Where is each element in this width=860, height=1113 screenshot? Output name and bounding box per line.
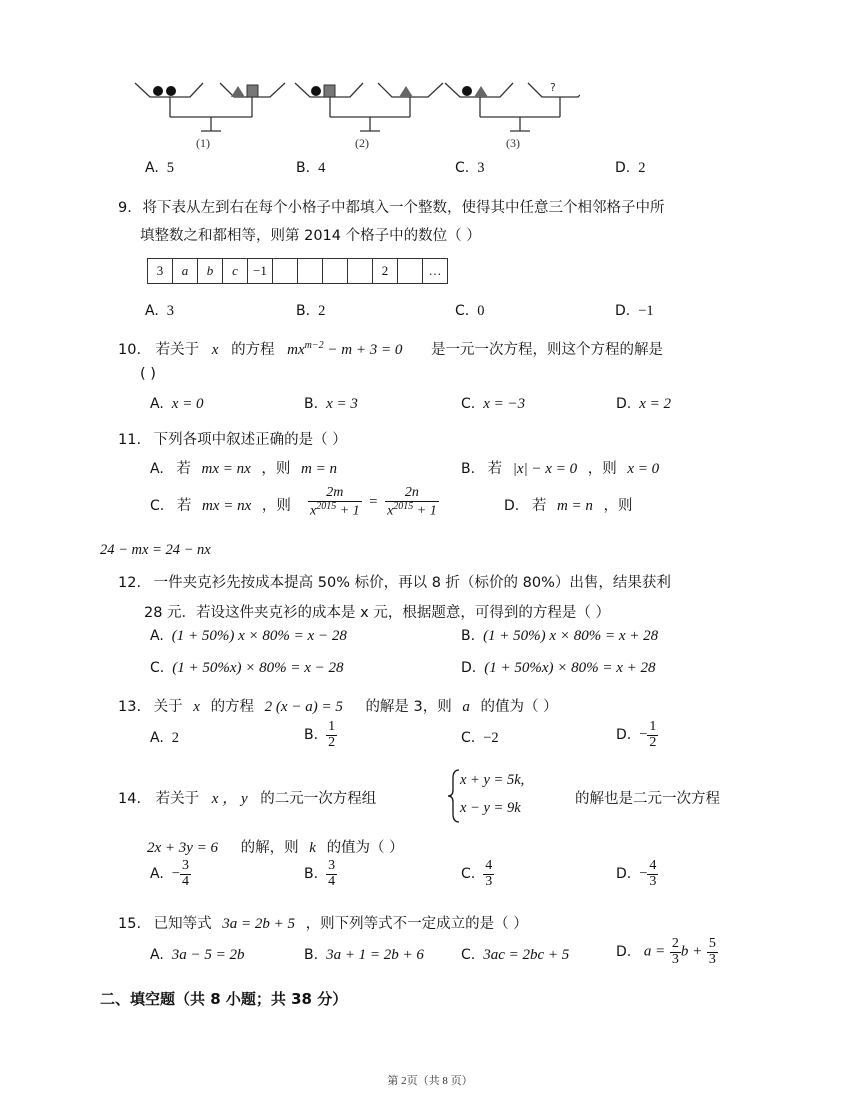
option-b[interactable]: B. x = 3 bbox=[304, 396, 358, 412]
q11-stem: 11. 下列各项中叙述正确的是（ ） bbox=[118, 432, 347, 448]
option-b[interactable]: B. 2 bbox=[296, 303, 326, 319]
question-number: 10. bbox=[118, 342, 142, 358]
grid-cell: −1 bbox=[248, 259, 273, 284]
ball-icon bbox=[462, 86, 472, 96]
grid-cell bbox=[298, 259, 323, 284]
q14-post: 的解也是二元一次方程 bbox=[575, 791, 720, 807]
option-d[interactable]: D. a = $\frac{2}{3}$ b + $\frac{5}{3}$ bbox=[616, 936, 716, 967]
question-number: 11. bbox=[118, 432, 142, 448]
q10-stem: 10. 若关于 x 的方程 $mx^{m-2} - m + 3 = 0$ 是一元一次方程，则这个方程的解是 bbox=[118, 340, 663, 358]
q9-number-grid bbox=[147, 258, 448, 284]
option-c[interactable]: C. x = −3 bbox=[461, 396, 526, 412]
grid-cell bbox=[273, 259, 298, 284]
option-b[interactable]: B. (1 + 50%) x × 80% = x + 28 bbox=[461, 628, 659, 644]
question-number: 15. bbox=[118, 916, 142, 932]
unknown-mark: ? bbox=[550, 81, 556, 94]
option-c[interactable]: C. 3ac = 2bc + 5 bbox=[461, 947, 570, 963]
question-number: 14. bbox=[118, 791, 142, 807]
q12-options-ab bbox=[0, 628, 860, 650]
question-number: 12. bbox=[118, 575, 142, 591]
option-a[interactable]: A. 5 bbox=[145, 160, 175, 176]
option-c[interactable]: C. 3 bbox=[455, 160, 485, 176]
option-a[interactable]: A. 3a − 5 = 2b bbox=[150, 947, 245, 963]
grid-cell: 2 bbox=[373, 259, 398, 284]
triangle-icon bbox=[231, 86, 245, 97]
cube-icon bbox=[324, 85, 335, 97]
option-d[interactable]: D. − $\frac{4}{3}$ bbox=[616, 858, 657, 889]
figure-label: (1) bbox=[196, 136, 210, 150]
q12-stem: 12. 一件夹克衫先按成本提高 50% 标价，再以 8 折（标价的 80%）出售，结果获利 bbox=[118, 575, 671, 591]
q9-options bbox=[0, 303, 860, 325]
q14-line2: 2x + 3y = 6 的解，则 k 的值为（ ） bbox=[147, 840, 404, 856]
option-c[interactable]: C. 若 mx = nx ，则 bbox=[150, 498, 291, 514]
triangle-icon bbox=[399, 86, 413, 97]
q12-line2: 28 元．若设这件夹克衫的成本是 x 元，根据题意，可得到的方程是（ ） bbox=[144, 605, 610, 621]
q13-stem: 13. 关于 x 的方程 2 (x − a) = 5 的解是 3，则 a 的值为（ ） bbox=[118, 699, 558, 715]
q15-stem: 15. 已知等式 3a = 2b + 5 ，则下列等式不一定成立的是（ ） bbox=[118, 916, 528, 932]
page-footer: 第 2页（共 8 页） bbox=[387, 1075, 473, 1087]
option-c[interactable]: C. 0 bbox=[455, 303, 485, 319]
option-d[interactable]: D. − $\frac{1}{2}$ bbox=[616, 719, 657, 750]
option-a[interactable]: A. − $\frac{3}{4}$ bbox=[150, 858, 189, 889]
option-d[interactable]: D. (1 + 50%x) × 80% = x + 28 bbox=[461, 660, 656, 676]
ball-icon bbox=[153, 86, 163, 96]
option-d[interactable]: D. 2 bbox=[615, 160, 646, 176]
option-c[interactable]: C. −2 bbox=[461, 730, 499, 746]
option-a[interactable]: A. (1 + 50%) x × 80% = x − 28 bbox=[150, 628, 347, 644]
grid-cell: … bbox=[423, 259, 448, 284]
option-a[interactable]: A. 若 mx = nx ，则 m = n bbox=[150, 461, 337, 477]
grid-cell bbox=[398, 259, 423, 284]
grid-cell: a bbox=[173, 259, 198, 284]
q12-options-cd bbox=[0, 660, 860, 682]
option-b[interactable]: B. $\frac{1}{2}$ bbox=[304, 719, 336, 750]
q11-options-ab bbox=[0, 457, 860, 479]
option-b[interactable]: B. 3a + 1 = 2b + 6 bbox=[304, 947, 424, 963]
q14-stem: 14. 若关于 x ， y 的二元一次方程组 bbox=[118, 791, 377, 807]
q9-line2: 填整数之和都相等，则第 2014 个格子中的数位（ ） bbox=[140, 228, 481, 244]
ball-icon bbox=[166, 86, 176, 96]
option-a[interactable]: A. 3 bbox=[145, 303, 175, 319]
grid-cell bbox=[323, 259, 348, 284]
option-b[interactable]: B. 若 |x| − x = 0 ，则 x = 0 bbox=[461, 461, 660, 477]
grid-cell bbox=[348, 259, 373, 284]
q8-options bbox=[0, 160, 860, 182]
option-a[interactable]: A. x = 0 bbox=[150, 396, 204, 412]
cube-icon bbox=[247, 85, 258, 97]
q14-system-eq2: x − y = 9k bbox=[460, 800, 521, 816]
section-heading: 二、填空题（共 8 小题；共 38 分） bbox=[100, 990, 348, 1008]
option-d[interactable]: D. −1 bbox=[615, 303, 654, 319]
option-b[interactable]: B. 4 bbox=[296, 160, 326, 176]
balance-figure bbox=[130, 75, 580, 155]
q14-system-eq1: x + y = 5k, bbox=[460, 772, 525, 788]
q11-options-cd bbox=[0, 486, 860, 522]
grid-cell: 3 bbox=[148, 259, 173, 284]
q10-options bbox=[0, 396, 860, 418]
q15-options bbox=[0, 937, 860, 979]
grid-cell: c bbox=[223, 259, 248, 284]
option-c-fraction: $\frac{2m}{x^{2015} + 1}$ = $\frac{2n}{x^{2015} + 1}$ bbox=[310, 485, 437, 519]
option-a[interactable]: A. 2 bbox=[150, 730, 180, 746]
figure-label: (3) bbox=[506, 136, 520, 150]
option-c[interactable]: C. $\frac{4}{3}$ bbox=[461, 858, 493, 889]
option-d[interactable]: D. x = 2 bbox=[616, 396, 672, 412]
q9-line1: 将下表从左到右在每个小格子中都填入一个整数，使得其中任意三个相邻格子中所 bbox=[142, 200, 665, 216]
option-c[interactable]: C. (1 + 50%x) × 80% = x − 28 bbox=[150, 660, 344, 676]
q13-options bbox=[0, 720, 860, 758]
triangle-icon bbox=[474, 86, 488, 97]
option-d-continuation: 24 − mx = 24 − nx bbox=[100, 542, 211, 558]
question-number: 13. bbox=[118, 699, 142, 715]
question-number: 9. bbox=[118, 200, 132, 216]
option-d[interactable]: D. 若 m = n ，则 bbox=[504, 498, 633, 514]
option-b[interactable]: B. $\frac{3}{4}$ bbox=[304, 858, 336, 889]
q14-options bbox=[0, 859, 860, 899]
brace-icon bbox=[447, 768, 461, 824]
ball-icon bbox=[311, 86, 321, 96]
q10-line2: ( ) bbox=[140, 366, 156, 382]
figure-label: (2) bbox=[355, 136, 369, 150]
grid-cell: b bbox=[198, 259, 223, 284]
q9-stem bbox=[118, 196, 664, 217]
